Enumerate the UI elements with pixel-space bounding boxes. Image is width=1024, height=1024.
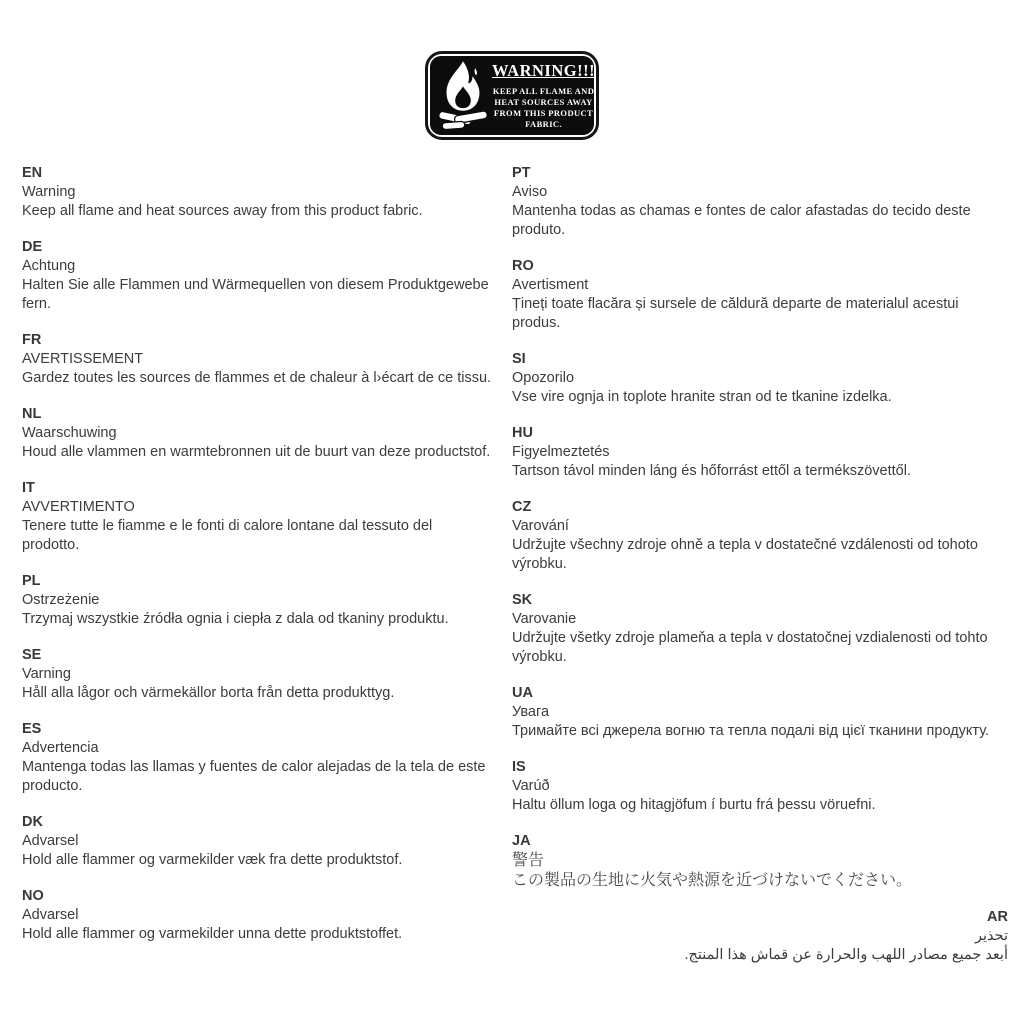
- lang-body: Houd alle vlammen en warmtebronnen uit de buurt van deze productstof.: [22, 444, 491, 460]
- lang-body: Mantenga todas las llamas y fuentes de calor alejadas de la tela de este producto.: [22, 759, 486, 794]
- lang-code: IT: [22, 480, 35, 496]
- badge-line-2: HEAT SOURCES AWAY: [494, 97, 593, 107]
- lang-code: SI: [512, 351, 526, 367]
- lang-block-ro: [512, 257, 1008, 333]
- lang-code: SE: [22, 647, 42, 663]
- lang-block-pl: [22, 572, 492, 629]
- lang-body: Тримайте всі джерела вогню та тепла подалі від цієї тканини продукту.: [512, 723, 990, 739]
- campfire-flame-icon: [434, 60, 492, 132]
- lang-block-is: [512, 758, 1008, 815]
- lang-title: Advertencia: [22, 740, 99, 756]
- badge-title: WARNING!!!: [492, 61, 596, 80]
- lang-title: Warning: [22, 184, 76, 200]
- lang-block-cz: [512, 498, 1008, 574]
- lang-title: AVVERTIMENTO: [22, 499, 135, 515]
- lang-title: AVERTISSEMENT: [22, 351, 144, 367]
- lang-code: SK: [512, 592, 533, 608]
- warning-badge-text: [492, 61, 595, 130]
- lang-code: HU: [512, 425, 533, 441]
- lang-code: JA: [512, 833, 531, 849]
- lang-body: Tenere tutte le fiamme e le fonti di calore lontane dal tessuto del prodotto.: [22, 518, 433, 553]
- warning-badge: [425, 51, 599, 140]
- lang-code: DK: [22, 814, 43, 830]
- lang-body: Haltu öllum loga og hitagjöfum í burtu frá þessu vöruefni.: [512, 797, 876, 813]
- lang-title: Opozorilo: [512, 370, 575, 386]
- lang-code: UA: [512, 685, 533, 701]
- badge-line-1: KEEP ALL FLAME AND: [492, 86, 595, 96]
- lang-block-de: [22, 238, 492, 314]
- lang-body: Udržujte všechny zdroje ohně a tepla v dostatečné vzdálenosti od tohoto výrobku.: [512, 537, 978, 572]
- lang-block-it: [22, 479, 492, 555]
- lang-title: Varúð: [512, 778, 550, 794]
- lang-block-nl: [22, 405, 492, 462]
- lang-body: Håll alla lågor och värmekällor borta från detta produkttyg.: [22, 685, 395, 701]
- lang-title: Figyelmeztetés: [512, 444, 610, 460]
- left-column: [22, 164, 492, 982]
- lang-block-dk: [22, 813, 492, 870]
- lang-body: Hold alle flammer og varmekilder væk fra dette produktstof.: [22, 852, 403, 868]
- lang-body: Tartson távol minden láng és hőforrást ettől a termékszövettől.: [512, 463, 911, 479]
- badge-line-4: FABRIC.: [525, 119, 562, 129]
- lang-block-si: [512, 350, 1008, 407]
- lang-body: この製品の生地に火気や熱源を近づけないでください。: [512, 872, 913, 889]
- lang-title: Varning: [22, 666, 71, 682]
- lang-code: AR: [987, 909, 1008, 925]
- lang-title: Avertisment: [512, 277, 589, 293]
- lang-block-en: [22, 164, 492, 221]
- lang-body: Vse vire ognja in toplote hranite stran od te tkanine izdelka.: [512, 389, 892, 405]
- lang-body: Udržujte všetky zdroje plameňa a tepla v dostatočnej vzdialenosti od tohto výrobku.: [512, 630, 988, 665]
- lang-body: Hold alle flammer og varmekilder unna dette produktstoffet.: [22, 926, 403, 942]
- lang-title: Advarsel: [22, 907, 79, 923]
- lang-block-no: [22, 887, 492, 944]
- lang-code: FR: [22, 332, 42, 348]
- lang-block-sk: [512, 591, 1008, 667]
- lang-code: PL: [22, 573, 41, 589]
- lang-title: 警告: [512, 852, 545, 869]
- lang-title: Varování: [512, 518, 569, 534]
- lang-code: EN: [22, 165, 43, 181]
- lang-title: Achtung: [22, 258, 76, 274]
- lang-code: PT: [512, 165, 531, 181]
- lang-title: Varovanie: [512, 611, 577, 627]
- lang-title: Advarsel: [22, 833, 79, 849]
- lang-code: NL: [22, 406, 42, 422]
- lang-code: IS: [512, 759, 526, 775]
- lang-title: Aviso: [512, 184, 548, 200]
- lang-code: ES: [22, 721, 42, 737]
- lang-code: NO: [22, 888, 44, 904]
- lang-title: Увага: [512, 704, 550, 720]
- lang-block-se: [22, 646, 492, 703]
- lang-body: Țineți toate flacăra și sursele de căldură departe de materialul acestui produs.: [512, 296, 959, 331]
- lang-block-ua: [512, 684, 1008, 741]
- lang-code: RO: [512, 258, 534, 274]
- lang-block-ja: [512, 832, 1008, 891]
- warning-badge-inner: [430, 56, 594, 135]
- lang-block-ar: [512, 908, 1008, 965]
- lang-body: Keep all flame and heat sources away from this product fabric.: [22, 203, 423, 219]
- lang-code: CZ: [512, 499, 532, 515]
- lang-title: تحذير: [974, 928, 1008, 944]
- lang-block-pt: [512, 164, 1008, 240]
- lang-body: أبعد جميع مصادر اللهب والحرارة عن قماش هذا المنتج.: [684, 947, 1008, 963]
- right-column: [512, 164, 1008, 982]
- language-columns: [22, 164, 1008, 982]
- lang-block-es: [22, 720, 492, 796]
- lang-block-hu: [512, 424, 1008, 481]
- badge-line-3: FROM THIS PRODUCT: [493, 108, 594, 118]
- lang-code: DE: [22, 239, 43, 255]
- lang-title: Ostrzeżenie: [22, 592, 100, 608]
- lang-body: Trzymaj wszystkie źródła ognia i ciepła z dala od tkaniny produktu.: [22, 611, 449, 627]
- lang-body: Gardez toutes les sources de flammes et de chaleur à l›écart de ce tissu.: [22, 370, 492, 386]
- lang-title: Waarschuwing: [22, 425, 117, 441]
- lang-body: Mantenha todas as chamas e fontes de calor afastadas do tecido deste produto.: [512, 203, 971, 238]
- lang-body: Halten Sie alle Flammen und Wärmequellen von diesem Produktgewebe fern.: [22, 277, 489, 312]
- lang-block-fr: [22, 331, 492, 388]
